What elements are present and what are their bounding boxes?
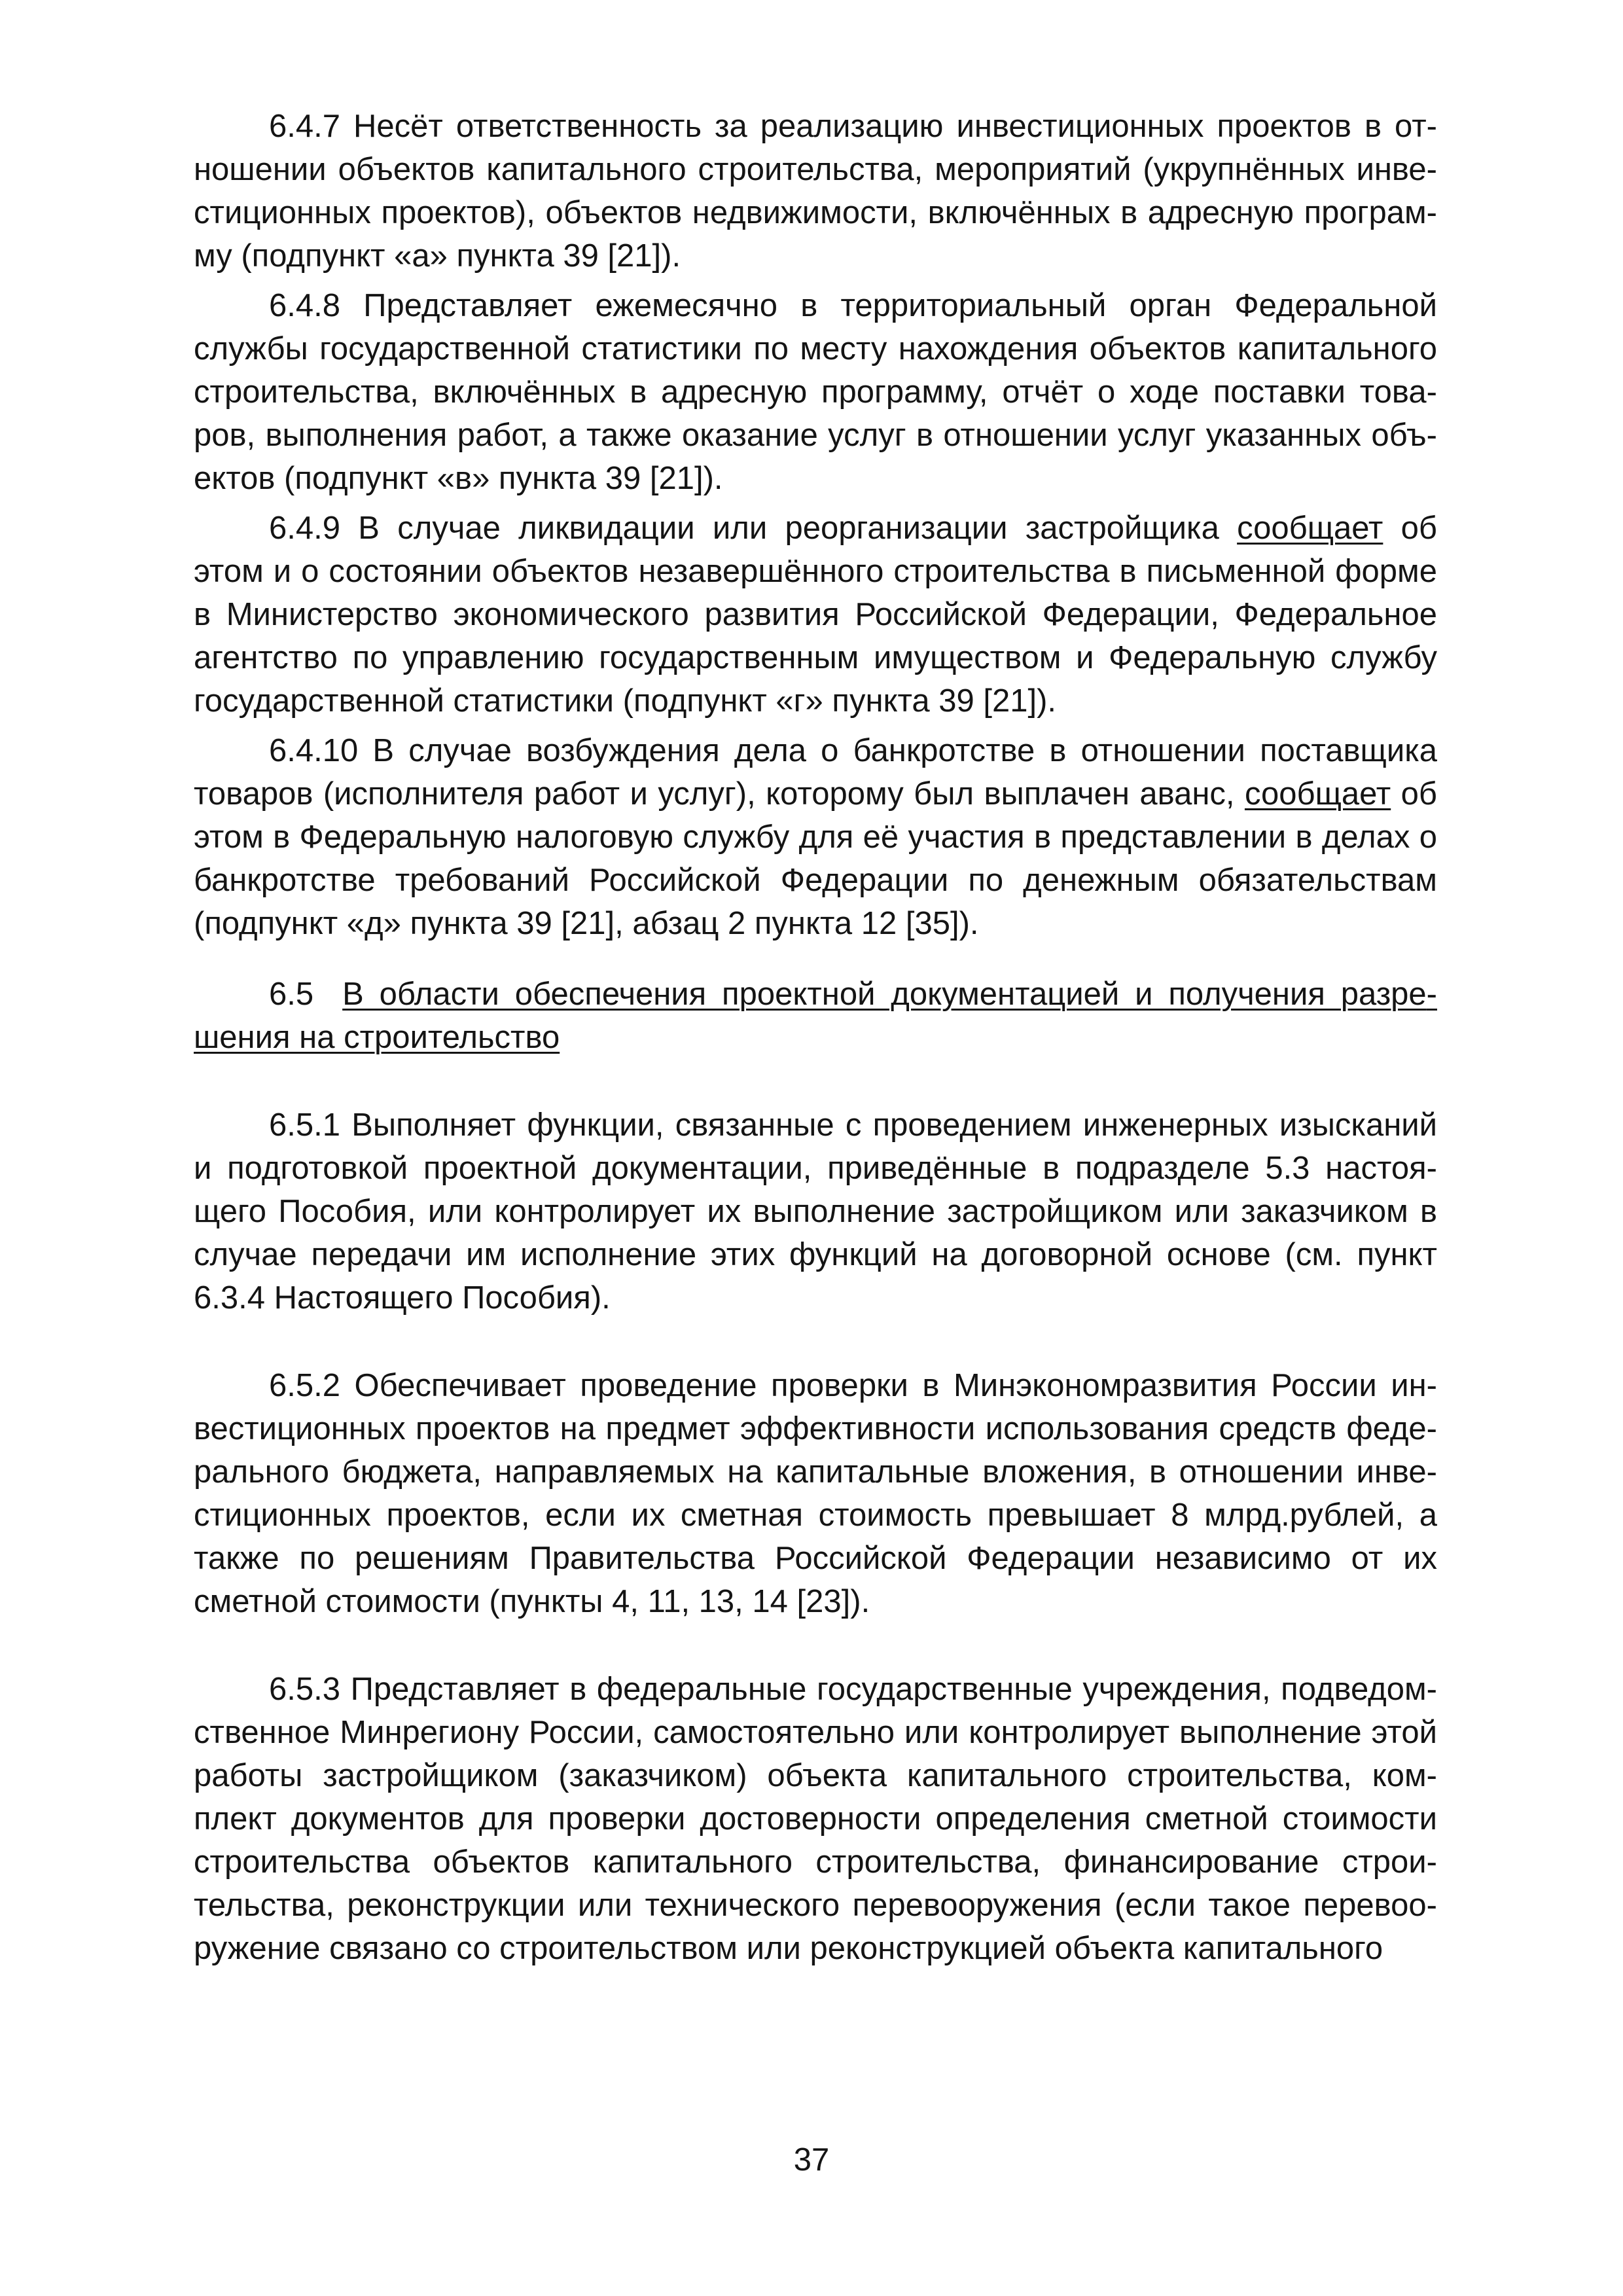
- paragraph-6-5-3: 6.5.3 Представляет в федеральные государственные учреждения, подведомственное Минрегиону России, самостоятельно или контролирует выполнение этой работы застройщиком (заказчиком) объекта капитального строительства, комплект документов для проверки достоверности определения сметной стоимости строительства объектов капитального строительства, финансирование строительства, реконструкции или технического перевооружения (если такое перевооружение связано со строительством или реконструкцией объекта капитального: [194, 1672, 1437, 1966]
- page-number: 37: [793, 2142, 830, 2178]
- section-title: В области обеспечения проектной документацией и получения разрешения на строительство: [194, 977, 1437, 1055]
- paragraph-6-4-10-text-end: об этом в Федеральную налоговую службу для её участия в представлении в делах о банкротстве требований Российской Федерации по денежным обязательствам (подпункт «д» пункта 39 [21], абзац 2 пункта 12 [35]).: [194, 776, 1437, 941]
- underlined-verb-soobshchaet: сообщает: [1237, 511, 1383, 546]
- paragraph-6-5-1: 6.5.1 Выполняет функции, связанные с проведением инженерных изысканий и подготовкой проектной документации, приведённые в подразделе 5.3 настоящего Пособия, или контролирует их выполнение застройщиком или заказчиком в случае передачи им исполнение этих функций на договорной основе (см. пункт 6.3.4 Настоящего Пособия).: [194, 1107, 1437, 1316]
- paragraph-6-5-2: 6.5.2 Обеспечивает проведение проверки в Минэкономразвития России инвестиционных проектов на предмет эффективности использования средств федерального бюджета, направляемых на капитальные вложения, в отношении инвестиционных проектов, если их сметная стоимость превышает 8 млрд.рублей, а также по решениям Правительства Российской Федерации независимо от их сметной стоимости (пункты 4, 11, 13, 14 [23]).: [194, 1368, 1437, 1619]
- section-heading-6-5: [194, 973, 1437, 1059]
- paragraph-6-4-10-text-start: 6.4.10 В случае возбуждения дела о банкротстве в отношении поставщика товаров (исполнителя работ и услуг), которому был выплачен аванс,: [194, 733, 1437, 812]
- paragraph-6-4-7: 6.4.7 Несёт ответственность за реализацию инвестиционных проектов в отношении объектов капитального строительства, мероприятий (укрупнённых инвестиционных проектов), объектов недвижимости, включённых в адресную программу (подпункт «а» пункта 39 [21]).: [194, 109, 1437, 274]
- underlined-verb-soobshchaet: сообщает: [1244, 776, 1391, 812]
- paragraph-6-4-9: [194, 507, 1437, 723]
- paragraph-6-4-9-text-end: об этом и о состоянии объектов незавершённого строительства в письменной форме в Министерство экономического развития Российской Федерации, Федеральное агентство по управлению государственным имуществом и Федеральную службу государственной статистики (подпункт «г» пункта 39 [21]).: [194, 511, 1437, 719]
- paragraph-6-4-10: [194, 729, 1437, 945]
- page-body: [194, 105, 1437, 1970]
- paragraph-6-4-8: 6.4.8 Представляет ежемесячно в территориальный орган Федеральной службы государственной статистики по месту нахождения объектов капитального строительства, включённых в адресную программу, отчёт о ходе поставки товаров, выполнения работ, а также оказание услуг в отношении услуг указанных объектов (подпункт «в» пункта 39 [21]).: [194, 288, 1437, 496]
- paragraph-6-4-9-text-start: 6.4.9 В случае ликвидации или реорганизации застройщика: [269, 511, 1238, 546]
- section-number: 6.5: [269, 977, 314, 1012]
